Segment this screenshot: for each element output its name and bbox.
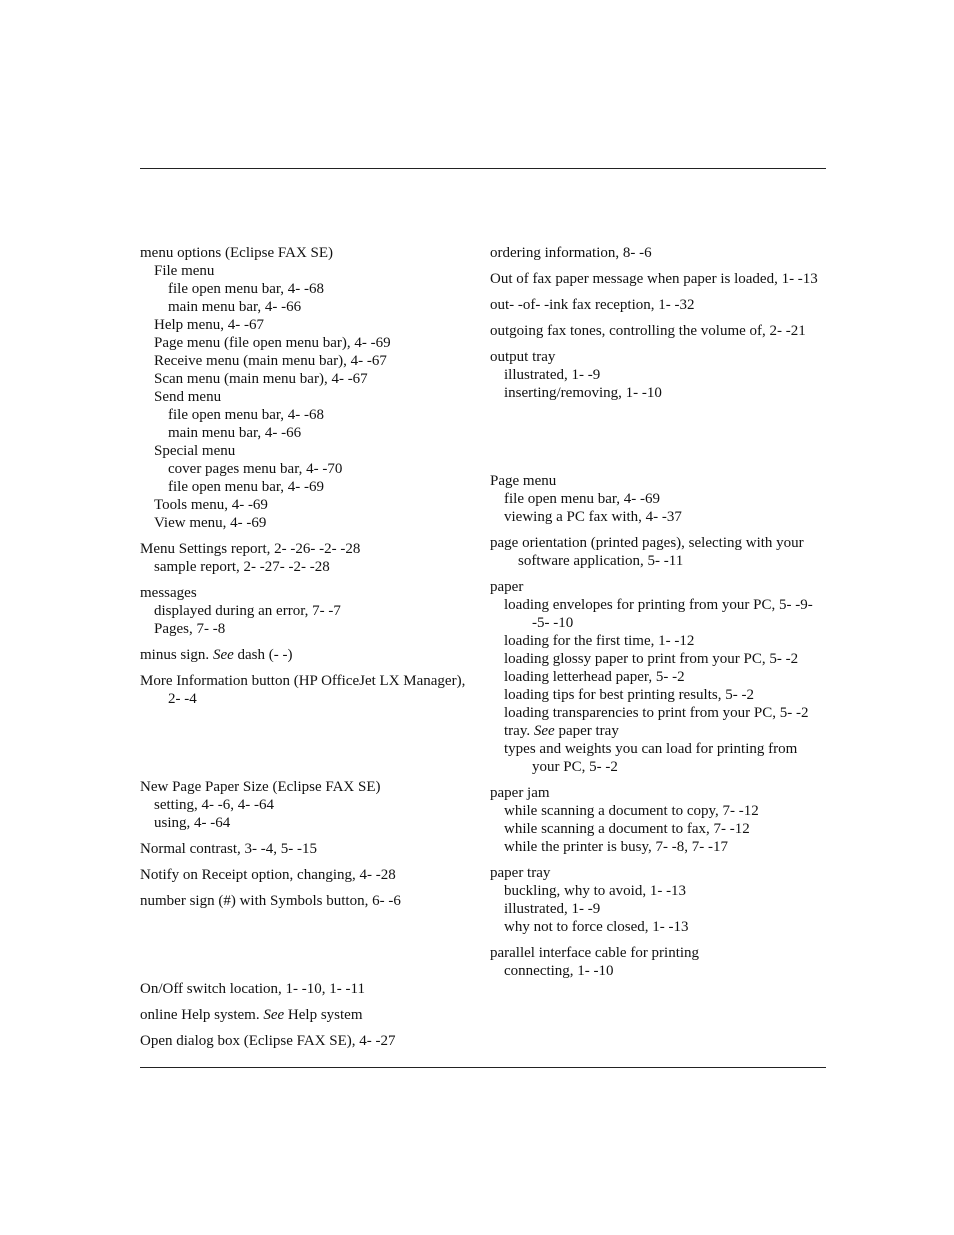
index-entry bbox=[490, 784, 826, 856]
index-subterm: while scanning a document to copy, 7- -12 bbox=[504, 803, 759, 819]
index-subterm: using, 4- -64 bbox=[154, 815, 231, 831]
index-term: Menu Settings report, 2- -26- -2- -28 bbox=[140, 541, 361, 557]
index-entry bbox=[490, 270, 826, 288]
index-term: paper bbox=[490, 579, 524, 595]
index-subterm: View menu, 4- -69 bbox=[154, 515, 267, 531]
index-subterm: loading for the first time, 1- -12 bbox=[504, 633, 695, 649]
index-entry bbox=[490, 578, 826, 776]
index-entry bbox=[140, 778, 476, 832]
index-subterm: connecting, 1- -10 bbox=[504, 963, 614, 979]
index-subterm: Scan menu (main menu bar), 4- -67 bbox=[154, 371, 368, 387]
index-term: ordering information, 8- -6 bbox=[490, 245, 652, 261]
index-term: More Information button (HP OfficeJet LX Manager), 2- -4 bbox=[140, 673, 466, 707]
see-reference: See bbox=[533, 723, 555, 739]
index-entry bbox=[140, 540, 476, 576]
index-column-right bbox=[490, 244, 826, 988]
index-entry bbox=[490, 296, 826, 314]
text-fragment: dash (- -) bbox=[233, 647, 293, 663]
index-subsubterm: main menu bar, 4- -66 bbox=[168, 299, 302, 315]
index-subterm: file open menu bar, 4- -69 bbox=[504, 491, 661, 507]
index-subterm: File menu bbox=[154, 263, 215, 279]
index-entry bbox=[140, 980, 476, 998]
index-subterm: viewing a PC fax with, 4- -37 bbox=[504, 509, 682, 525]
index-entry bbox=[140, 866, 476, 884]
index-subterm: types and weights you can load for printing from your PC, 5- -2 bbox=[504, 741, 798, 775]
index-subterm: illustrated, 1- -9 bbox=[504, 367, 601, 383]
index-subsubterm: file open menu bar, 4- -69 bbox=[168, 479, 325, 495]
index-term bbox=[140, 1006, 476, 1024]
index-entry bbox=[490, 534, 826, 570]
index-term: parallel interface cable for printing bbox=[490, 945, 700, 961]
index-entry bbox=[140, 244, 476, 532]
index-entry bbox=[490, 322, 826, 340]
index-term: page orientation (printed pages), selecting with your software application, 5- -11 bbox=[490, 535, 804, 569]
text-fragment: paper tray bbox=[554, 723, 619, 739]
index-subterm: loading tips for best printing results, 5- -2 bbox=[504, 687, 754, 703]
index-subterm: sample report, 2- -27- -2- -28 bbox=[154, 559, 330, 575]
index-subterm: buckling, why to avoid, 1- -13 bbox=[504, 883, 687, 899]
index-subsubterm: main menu bar, 4- -66 bbox=[168, 425, 302, 441]
text-fragment: minus sign. bbox=[140, 647, 213, 663]
index-subterm: Special menu bbox=[154, 443, 236, 459]
index-entry bbox=[490, 472, 826, 526]
index-subterm: loading letterhead paper, 5- -2 bbox=[504, 669, 685, 685]
index-subterm: while scanning a document to fax, 7- -12 bbox=[504, 821, 750, 837]
text-fragment: online Help system. bbox=[140, 1007, 264, 1023]
index-entry bbox=[140, 840, 476, 858]
index-subterm: while the printer is busy, 7- -8, 7- -17 bbox=[504, 839, 728, 855]
index-entry bbox=[140, 672, 476, 708]
index-entry bbox=[140, 1006, 476, 1024]
index-term: paper jam bbox=[490, 785, 550, 801]
index-subsubterm: file open menu bar, 4- -68 bbox=[168, 281, 325, 297]
index-term: New Page Paper Size (Eclipse FAX SE) bbox=[140, 779, 381, 795]
index-entry bbox=[140, 1032, 476, 1050]
index-subterm: Receive menu (main menu bar), 4- -67 bbox=[154, 353, 387, 369]
index-subterm: inserting/removing, 1- -10 bbox=[504, 385, 662, 401]
index-column-left bbox=[140, 244, 476, 1058]
index-term: number sign (#) with Symbols button, 6- -6 bbox=[140, 893, 401, 909]
index-entry bbox=[140, 584, 476, 638]
index-entry bbox=[490, 244, 826, 262]
index-entry bbox=[490, 348, 826, 402]
see-reference: See bbox=[212, 647, 234, 663]
index-subterm: Page menu (file open menu bar), 4- -69 bbox=[154, 335, 391, 351]
index-term: menu options (Eclipse FAX SE) bbox=[140, 245, 334, 261]
index-subterm bbox=[490, 722, 826, 740]
index-subterm: loading transparencies to print from your PC, 5- -2 bbox=[504, 705, 809, 721]
index-term: Page menu bbox=[490, 473, 557, 489]
bottom-rule bbox=[140, 1067, 826, 1068]
index-term: paper tray bbox=[490, 865, 551, 881]
index-entry bbox=[140, 646, 476, 664]
index-subterm: loading envelopes for printing from your PC, 5- -9- -5- -10 bbox=[504, 597, 813, 631]
index-term: Normal contrast, 3- -4, 5- -15 bbox=[140, 841, 318, 857]
index-subterm: Send menu bbox=[154, 389, 222, 405]
text-fragment: Help system bbox=[284, 1007, 363, 1023]
index-term: messages bbox=[140, 585, 197, 601]
index-subterm: displayed during an error, 7- -7 bbox=[154, 603, 341, 619]
index-term: Out of fax paper message when paper is loaded, 1- -13 bbox=[490, 271, 818, 287]
text-fragment: tray. bbox=[504, 723, 534, 739]
index-subterm: Help menu, 4- -67 bbox=[154, 317, 264, 333]
index-subterm: illustrated, 1- -9 bbox=[504, 901, 601, 917]
see-reference: See bbox=[263, 1007, 285, 1023]
index-entry bbox=[490, 864, 826, 936]
index-term bbox=[140, 646, 476, 664]
index-term: Open dialog box (Eclipse FAX SE), 4- -27 bbox=[140, 1033, 396, 1049]
index-subterm: why not to force closed, 1- -13 bbox=[504, 919, 689, 935]
index-subterm: loading glossy paper to print from your PC, 5- -2 bbox=[504, 651, 799, 667]
index-term: output tray bbox=[490, 349, 556, 365]
index-subsubterm: file open menu bar, 4- -68 bbox=[168, 407, 325, 423]
index-term: Notify on Receipt option, changing, 4- -28 bbox=[140, 867, 396, 883]
top-rule bbox=[140, 168, 826, 169]
index-term: out- -of- -ink fax reception, 1- -32 bbox=[490, 297, 695, 313]
index-subterm: Tools menu, 4- -69 bbox=[154, 497, 268, 513]
index-term: outgoing fax tones, controlling the volume of, 2- -21 bbox=[490, 323, 806, 339]
index-subsubterm: cover pages menu bar, 4- -70 bbox=[168, 461, 343, 477]
index-term: On/Off switch location, 1- -10, 1- -11 bbox=[140, 981, 365, 997]
index-subterm: Pages, 7- -8 bbox=[154, 621, 226, 637]
index-subterm: setting, 4- -6, 4- -64 bbox=[154, 797, 274, 813]
index-entry bbox=[490, 944, 826, 980]
index-entry bbox=[140, 892, 476, 910]
